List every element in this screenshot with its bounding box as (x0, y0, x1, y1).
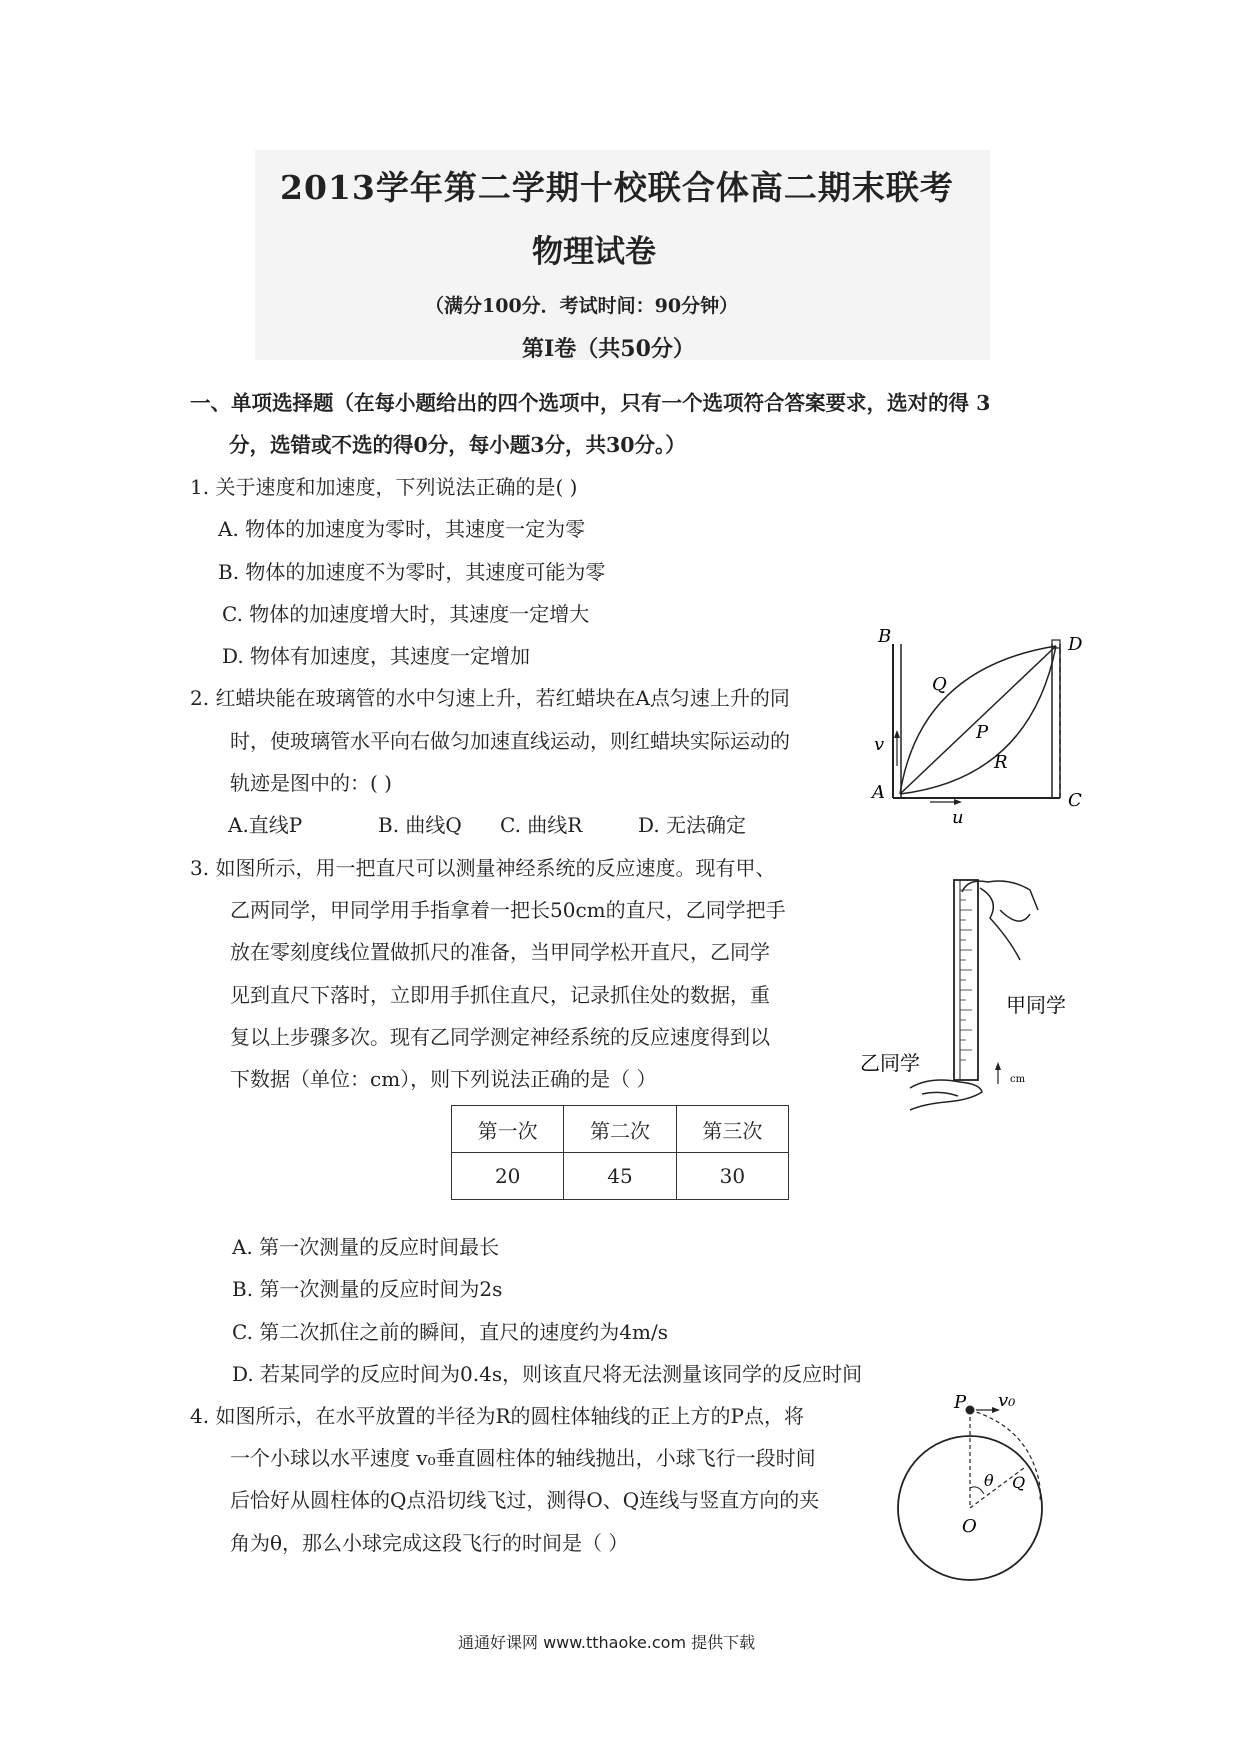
fig-label-yi: 乙同学 (860, 1051, 920, 1075)
q2-option-a: A.直线P (228, 813, 303, 837)
q3-ruler-figure (850, 870, 1090, 1120)
q3-option-a: A. 第一次测量的反应时间最长 (232, 1235, 500, 1259)
fig-label-o: O (962, 1516, 977, 1537)
table-cell-3: 30 (676, 1153, 788, 1200)
q3-stem-line4: 见到直尺下落时，立即用手抓住直尺，记录抓住处的数据，重 (230, 983, 770, 1007)
table-row (452, 1106, 789, 1153)
q2-trajectory-figure (860, 628, 1090, 828)
q1-option-d: D. 物体有加速度，其速度一定增加 (222, 644, 531, 668)
q4-stem-line1: 4. 如图所示，在水平放置的半径为R的圆柱体轴线的正上方的P点，将 (190, 1404, 804, 1428)
fig-label-q: Q (932, 674, 947, 695)
q1-option-a: A. 物体的加速度为零时，其速度一定为零 (218, 517, 586, 541)
fig-label-c: C (1068, 790, 1082, 811)
q2-option-b: B. 曲线Q (378, 813, 462, 837)
fig-label-u: u (952, 807, 964, 828)
footer-text: 通通好课网 www.tthaoke.com 提供下载 (458, 1633, 756, 1652)
q4-stem-line3: 后恰好从圆柱体的Q点沿切线飞过，测得O、Q连线与竖直方向的夹 (230, 1488, 820, 1512)
volume-heading: 第Ⅰ卷（共50分） (522, 336, 695, 362)
q2-stem-line1: 2. 红蜡块能在玻璃管的水中匀速上升，若红蜡块在A点匀速上升的同 (190, 686, 790, 710)
section-heading: 一、单项选择题（在每小题给出的四个选项中，只有一个选项符合答案要求，选对的得 3 (190, 391, 991, 415)
q4-stem-line2: 一个小球以水平速度 v₀垂直圆柱体的轴线抛出，小球飞行一段时间 (230, 1446, 816, 1470)
q1-option-c: C. 物体的加速度增大时，其速度一定增大 (222, 602, 590, 626)
q4-cylinder-figure (890, 1390, 1070, 1590)
q2-stem-line2: 时，使玻璃管水平向右做匀加速直线运动，则红蜡块实际运动的 (230, 729, 790, 753)
fig-label-jia: 甲同学 (1006, 993, 1066, 1017)
table-header-1: 第一次 (452, 1106, 564, 1153)
q3-stem-line3: 放在零刻度线位置做抓尺的准备，当甲同学松开直尺，乙同学 (230, 940, 770, 964)
fig-label-a: A (872, 782, 885, 803)
q2-stem-line3: 轨迹是图中的：( ) (230, 771, 392, 795)
q2-option-d: D. 无法确定 (638, 813, 747, 837)
fig-label-p4: P (954, 1392, 967, 1413)
q3-stem-line2: 乙两同学，甲同学用手指拿着一把长50cm的直尺，乙同学把手 (230, 898, 786, 922)
exam-info: （满分100分．考试时间：90分钟） (425, 295, 739, 317)
q3-option-c: C. 第二次抓住之前的瞬间，直尺的速度约为4m/s (232, 1320, 668, 1344)
q2-option-c: C. 曲线R (500, 813, 583, 837)
fig-label-d: D (1068, 634, 1083, 655)
fig-label-p: P (976, 722, 989, 743)
q3-option-d: D. 若某同学的反应时间为0.4s，则该直尺将无法测量该同学的反应时间 (232, 1362, 863, 1386)
fig-label-v: v (874, 734, 885, 755)
table-row (452, 1153, 789, 1200)
q3-stem-line5: 复以上步骤多次。现有乙同学测定神经系统的反应速度得到以 (230, 1025, 770, 1049)
page-subtitle: 物理试卷 (532, 234, 656, 270)
fig-label-q4: Q (1012, 1473, 1026, 1492)
q3-option-b: B. 第一次测量的反应时间为2s (232, 1277, 503, 1301)
fig-label-b: B (878, 628, 892, 647)
fig-label-cm: cm (1010, 1074, 1026, 1085)
page-title: 2013学年第二学期十校联合体高二期末联考 (280, 168, 954, 207)
table-header-2: 第二次 (564, 1106, 676, 1153)
table-cell-2: 45 (564, 1153, 676, 1200)
q1-option-b: B. 物体的加速度不为零时，其速度可能为零 (218, 560, 606, 584)
q3-data-table (451, 1105, 789, 1200)
table-cell-1: 20 (452, 1153, 564, 1200)
fig-label-theta: θ (984, 1471, 994, 1490)
section-heading-cont: 分，选错或不选的得0分，每小题3分，共30分。） (229, 433, 686, 457)
table-header-3: 第三次 (676, 1106, 788, 1153)
q3-stem-line1: 3. 如图所示，用一把直尺可以测量神经系统的反应速度。现有甲、 (190, 856, 776, 880)
fig-label-v0: v₀ (998, 1390, 1016, 1411)
q1-stem: 1. 关于速度和加速度，下列说法正确的是( ) (190, 475, 578, 499)
fig-label-r: R (994, 752, 1008, 773)
q3-stem-line6: 下数据（单位：cm），则下列说法正确的是（ ） (230, 1067, 657, 1091)
q4-stem-line4: 角为θ，那么小球完成这段飞行的时间是（ ） (230, 1531, 629, 1555)
